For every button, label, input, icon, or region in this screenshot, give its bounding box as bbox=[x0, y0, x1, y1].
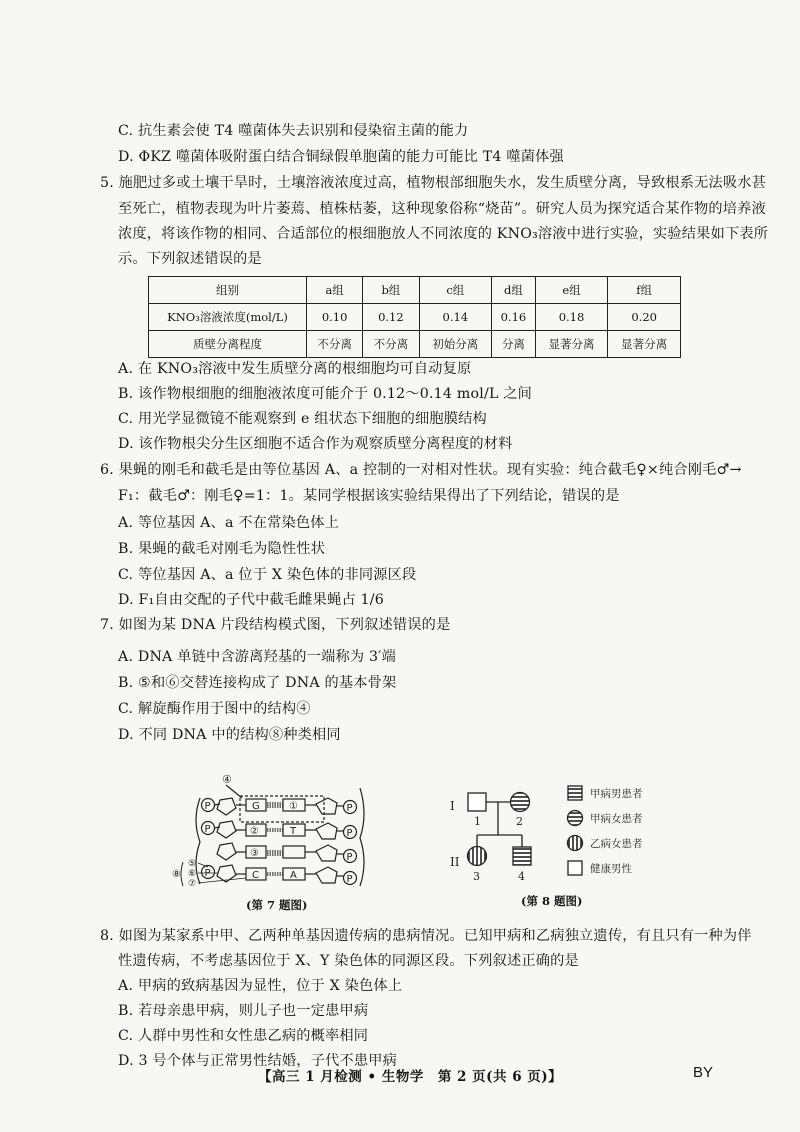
q8-option-b: B. 若母亲患甲病，则儿子也一定患甲病 bbox=[118, 1003, 369, 1019]
label-4: ④ bbox=[222, 774, 232, 786]
table-row-degree bbox=[149, 331, 681, 358]
deoxyribose-icon bbox=[316, 798, 337, 814]
q7-stem: 7. 如图为某 DNA 片段结构模式图，下列叙述错误的是 bbox=[100, 617, 451, 633]
phosphate-label: P bbox=[346, 874, 353, 885]
row-header-group: 组别 bbox=[149, 277, 307, 304]
conc-d: 0.16 bbox=[492, 304, 536, 331]
q5-stem-line-3: 浓度，将该作物的相同、合适部位的根细胞放人不同浓度的 KNO₃溶液中进行实验，实验结果如下表所 bbox=[118, 226, 769, 242]
q5-option-c: C. 用光学显微镜不能观察到 e 组状态下细胞的细胞膜结构 bbox=[118, 411, 487, 427]
group-f: f组 bbox=[608, 277, 681, 304]
deoxyribose-icon bbox=[316, 823, 337, 839]
q8-option-d: D. 3 号个体与正常男性结婚，子代不患甲病 bbox=[118, 1053, 398, 1069]
q6-stem-line-1: 6. 果蝇的刚毛和截毛是由等位基因 A、a 控制的一对相对性状。现有实验：纯合截毛♀×纯合刚毛♂→ bbox=[100, 462, 742, 478]
q7-option-b: B. ⑤和⑥交替连接构成了 DNA 的基本骨架 bbox=[118, 675, 397, 691]
table-row-groups bbox=[149, 277, 681, 304]
base-A: A bbox=[290, 870, 297, 881]
group-a: a组 bbox=[307, 277, 363, 304]
conc-c: 0.14 bbox=[419, 304, 492, 331]
legend-female-disease-a-icon bbox=[568, 811, 583, 826]
phosphate-label: P bbox=[346, 852, 353, 863]
fig7-caption: (第 7 题图) bbox=[246, 898, 308, 912]
q7-option-c: C. 解旋酶作用于图中的结构④ bbox=[118, 701, 311, 717]
phosphate-label: P bbox=[204, 801, 211, 812]
individual-I-1 bbox=[468, 793, 486, 811]
degree-b: 不分离 bbox=[363, 331, 419, 358]
legend-female-disease-b: 乙病女患者 bbox=[590, 838, 643, 850]
q8-stem-line-2: 性遗传病，不考虑基因位于 X、Y 染色体的同源区段。下列叙述正确的是 bbox=[118, 953, 579, 969]
dna-structure-figure bbox=[170, 774, 390, 899]
row-header-degree: 质壁分离程度 bbox=[149, 331, 307, 358]
legend-healthy-male: 健康男性 bbox=[590, 863, 632, 875]
conc-f: 0.20 bbox=[608, 304, 681, 331]
base-box bbox=[283, 846, 305, 858]
conc-b: 0.12 bbox=[363, 304, 419, 331]
q6-option-a: A. 等位基因 A、a 不在常染色体上 bbox=[118, 515, 340, 531]
legend-female-disease-b-icon bbox=[568, 836, 583, 851]
generation-II: II bbox=[450, 855, 460, 869]
degree-e: 显著分离 bbox=[535, 331, 608, 358]
label-7: ⑦ bbox=[188, 879, 197, 889]
page-footer: 【高三 1 月检测 • 生物学 第 2 页(共 6 页)】 bbox=[258, 1069, 563, 1085]
phosphate-label: P bbox=[204, 868, 211, 879]
label-8: ⑧ bbox=[172, 869, 181, 880]
q4-option-d: D. ΦKZ 噬菌体吸附蛋白结合铜绿假单胞菌的能力可能比 T4 噬菌体强 bbox=[118, 149, 564, 165]
base-1: ① bbox=[289, 801, 298, 812]
fig8-caption: (第 8 题图) bbox=[521, 894, 583, 908]
label-6: ⑥ bbox=[188, 869, 197, 879]
q5-stem-line-1: 5. 施肥过多或土壤干旱时，土壤溶液浓度过高，植物根部细胞失水，发生质壁分离，导致根系无法吸水甚 bbox=[100, 175, 767, 191]
deoxyribose-icon bbox=[217, 821, 236, 838]
deoxyribose-icon bbox=[316, 845, 337, 861]
phosphate-label: P bbox=[204, 824, 211, 835]
left-backbone bbox=[196, 798, 200, 884]
pedigree-figure bbox=[440, 780, 710, 890]
q5-option-d: D. 该作物根尖分生区细胞不适合作为观察质壁分离程度的材料 bbox=[118, 436, 513, 452]
individual-number-4: 4 bbox=[518, 870, 525, 883]
q5-stem-line-2: 至死亡，植物表现为叶片萎蔫、植株枯萎，这种现象俗称“烧苗”。研究人员为探究适合某作物的培养液 bbox=[118, 201, 766, 217]
legend-male-disease-a: 甲病男患者 bbox=[590, 788, 643, 800]
deoxyribose-icon bbox=[217, 798, 236, 815]
base-C: C bbox=[252, 870, 259, 881]
q6-option-c: C. 等位基因 A、a 位于 X 染色体的非同源区段 bbox=[118, 567, 417, 583]
degree-d: 分离 bbox=[492, 331, 536, 358]
base-T: T bbox=[290, 826, 297, 837]
legend-female-disease-a: 甲病女患者 bbox=[590, 813, 643, 825]
base-3: ③ bbox=[250, 848, 259, 859]
individual-number-3: 3 bbox=[473, 870, 480, 883]
q5-option-b: B. 该作物根细胞的细胞液浓度可能介于 0.12～0.14 mol/L 之间 bbox=[118, 386, 533, 402]
conc-a: 0.10 bbox=[307, 304, 363, 331]
phosphate-label: P bbox=[346, 828, 353, 839]
individual-II-4 bbox=[513, 847, 531, 865]
table-row-concentration bbox=[149, 304, 681, 331]
individual-number-2: 2 bbox=[516, 815, 523, 828]
individual-II-3 bbox=[468, 847, 487, 866]
deoxyribose-icon bbox=[217, 843, 236, 860]
conc-e: 0.18 bbox=[535, 304, 608, 331]
deoxyribose-icon bbox=[316, 867, 337, 883]
group-b: b组 bbox=[363, 277, 419, 304]
q8-option-a: A. 甲病的致病基因为显性，位于 X 染色体上 bbox=[118, 978, 403, 994]
q4-option-c: C. 抗生素会使 T4 噬菌体失去识别和侵染宿主菌的能力 bbox=[118, 123, 469, 139]
right-backbone bbox=[360, 788, 364, 886]
q6-option-b: B. 果蝇的截毛对刚毛为隐性性状 bbox=[118, 541, 326, 557]
q7-option-d: D. 不同 DNA 中的结构⑧种类相同 bbox=[118, 727, 341, 743]
individual-I-2 bbox=[511, 793, 530, 812]
degree-c: 初始分离 bbox=[419, 331, 492, 358]
q8-stem-line-1: 8. 如图为某家系中甲、乙两种单基因遗传病的患病情况。已知甲病和乙病独立遗传，有且只有一种为伴 bbox=[100, 928, 752, 944]
label-5: ⑤ bbox=[188, 859, 197, 869]
base-G: G bbox=[252, 801, 260, 812]
q8-option-c: C. 人群中男性和女性患乙病的概率相同 bbox=[118, 1028, 369, 1044]
group-d: d组 bbox=[492, 277, 536, 304]
degree-f: 显著分离 bbox=[608, 331, 681, 358]
phosphate-label: P bbox=[346, 803, 353, 814]
q6-stem-line-2: F₁：截毛♂：刚毛♀=1：1。某同学根据该实验结果得出了下列结论，错误的是 bbox=[118, 488, 620, 504]
paper-code: BY bbox=[693, 1064, 714, 1081]
degree-a: 不分离 bbox=[307, 331, 363, 358]
q7-option-a: A. DNA 单链中含游离羟基的一端称为 3′端 bbox=[118, 649, 396, 665]
individual-number-1: 1 bbox=[474, 815, 481, 828]
q5-stem-line-4: 示。下列叙述错误的是 bbox=[118, 251, 262, 267]
legend-male-disease-a-icon bbox=[568, 786, 582, 800]
q5-option-a: A. 在 KNO₃溶液中发生质壁分离的根细胞均可自动复原 bbox=[118, 361, 472, 377]
legend-healthy-male-icon bbox=[568, 861, 582, 875]
generation-I: I bbox=[450, 799, 455, 813]
q6-option-d: D. F₁自由交配的子代中截毛雌果蝇占 1/6 bbox=[118, 592, 384, 608]
base-2: ② bbox=[250, 826, 259, 837]
q5-data-table bbox=[148, 276, 681, 358]
group-c: c组 bbox=[419, 277, 492, 304]
row-header-concentration: KNO₃溶液浓度(mol/L) bbox=[149, 304, 307, 331]
group-e: e组 bbox=[535, 277, 608, 304]
